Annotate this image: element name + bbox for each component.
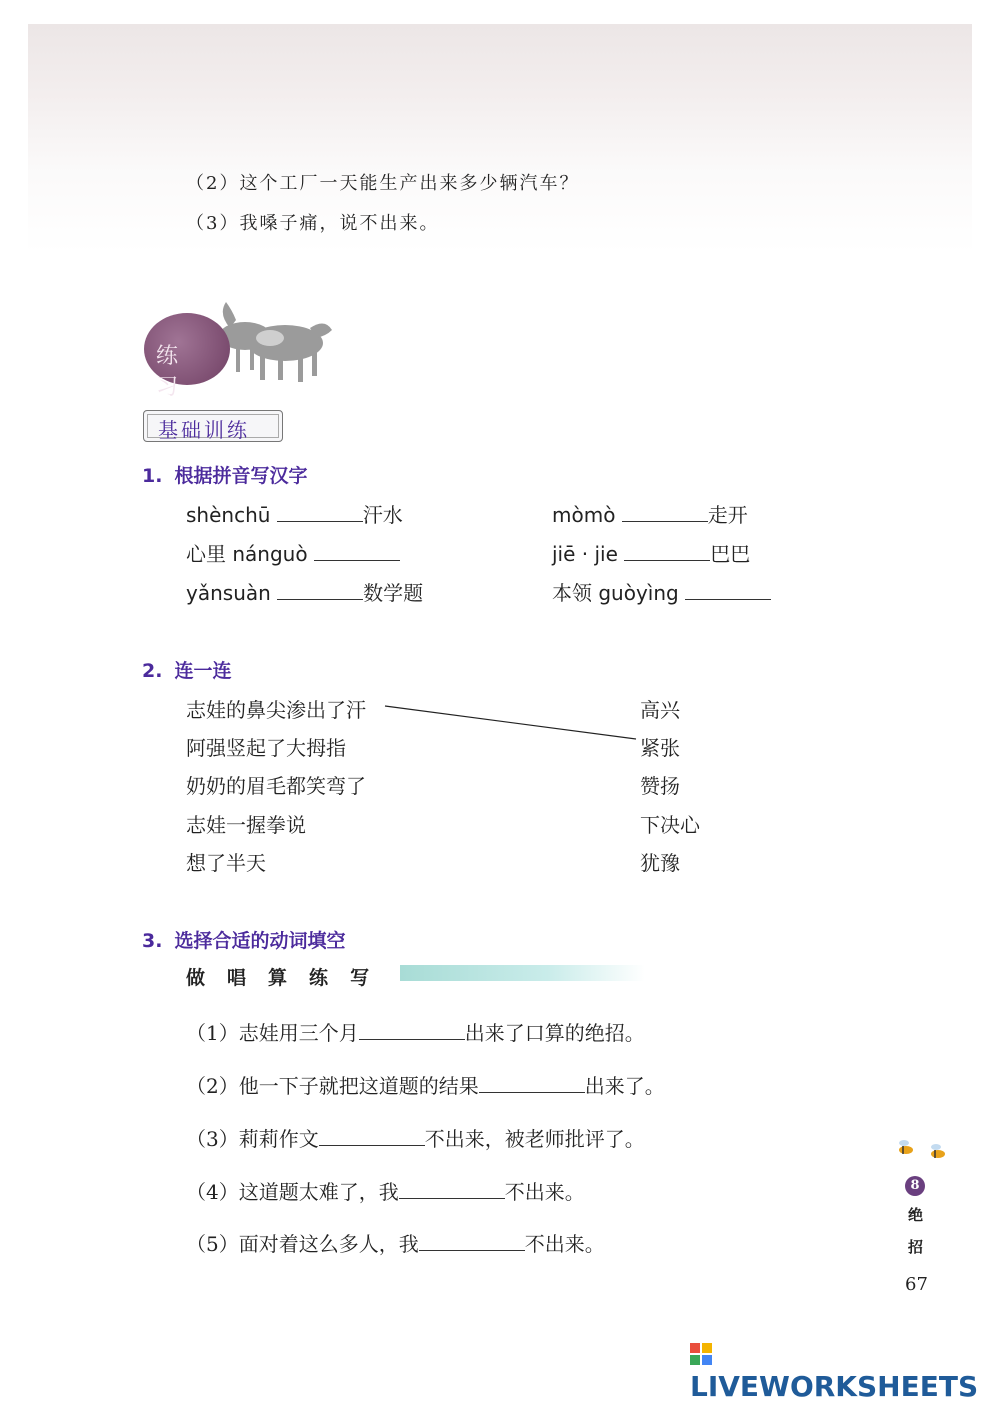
liveworksheets-logo[interactable] xyxy=(690,1337,1000,1403)
match-left-5[interactable]: 想了半天 xyxy=(186,851,266,875)
fill-sentence-2 xyxy=(186,1070,665,1099)
word-bank-item: 算 xyxy=(268,967,288,989)
example-match-line xyxy=(385,706,636,739)
question-2-title: 连一连 xyxy=(174,660,232,682)
lesson-title-char-2: 招 xyxy=(908,1238,924,1256)
q1-item-6-pinyin: 本领 guòyìng xyxy=(552,581,679,605)
sentence-1-before: 志娃用三个月 xyxy=(238,1021,359,1045)
q1-item-5-suffix: 数学题 xyxy=(363,581,424,605)
sentence-1-after: 出来了口算的绝招。 xyxy=(464,1021,645,1045)
section-badge-label: 练 习 xyxy=(156,344,189,400)
match-right-5[interactable]: 犹豫 xyxy=(640,851,680,875)
fill-sentence-4 xyxy=(186,1176,585,1205)
word-bank-item: 唱 xyxy=(227,967,247,989)
sentence-3-after: 不出来，被老师批评了。 xyxy=(424,1127,645,1151)
match-right-4[interactable]: 下决心 xyxy=(640,813,700,837)
sentence-4-blank[interactable] xyxy=(399,1180,505,1199)
match-left-1[interactable]: 志娃的鼻尖渗出了汗 xyxy=(186,698,366,722)
q1-item-5-pinyin: yǎnsuàn xyxy=(186,581,271,605)
q1-item-4-pinyin: jiē · jie xyxy=(552,542,618,566)
sentence-2-before: 他一下子就把这道题的结果 xyxy=(238,1074,479,1098)
fill-sentence-1 xyxy=(186,1017,645,1046)
sentence-1-label: （1） xyxy=(186,1021,239,1045)
q1-item-4-suffix: 巴巴 xyxy=(710,542,751,566)
intro-line-2: （2）这个工厂一天能生产出来多少辆汽车？ xyxy=(186,173,580,194)
sentence-4-label: （4） xyxy=(186,1180,239,1204)
sentence-3-blank[interactable] xyxy=(319,1127,425,1146)
intro-line-3: （3）我嗓子痛，说不出来。 xyxy=(186,213,440,234)
q1-item-3-pinyin: 心里 nánguò xyxy=(186,542,308,566)
match-right-3[interactable]: 赞扬 xyxy=(640,774,680,798)
match-left-3[interactable]: 奶奶的眉毛都笑弯了 xyxy=(186,774,366,798)
fill-sentence-3 xyxy=(186,1123,645,1152)
question-1-number: 1. xyxy=(142,465,163,487)
lesson-title-char-1: 绝 xyxy=(908,1206,924,1224)
liveworksheets-logo-text: LIVEWORKSHEETS xyxy=(690,1370,979,1403)
word-bank-item: 写 xyxy=(350,967,370,989)
question-3-heading xyxy=(142,926,345,953)
question-2-number: 2. xyxy=(142,660,163,682)
word-bank-item: 练 xyxy=(309,967,329,989)
bee-icon xyxy=(892,1134,956,1166)
q1-item-1-suffix: 汗水 xyxy=(362,503,403,527)
q1-item-1-pinyin: shènchū xyxy=(186,503,271,527)
sentence-5-blank[interactable] xyxy=(419,1232,525,1251)
sentence-4-before: 这道题太难了，我 xyxy=(238,1180,399,1204)
question-1-title: 根据拼音写汉字 xyxy=(174,465,308,487)
sentence-5-after: 不出来。 xyxy=(524,1232,605,1256)
word-bank-bar xyxy=(400,965,645,981)
word-bank-item: 做 xyxy=(186,967,206,989)
page-number: 67 xyxy=(905,1274,928,1295)
section-tag-label: 基础训练 xyxy=(158,418,250,442)
sentence-3-label: （3） xyxy=(186,1127,239,1151)
sentence-4-after: 不出来。 xyxy=(504,1180,585,1204)
match-left-4[interactable]: 志娃一握拳说 xyxy=(186,813,306,837)
sentence-2-after: 出来了。 xyxy=(584,1074,665,1098)
liveworksheets-logo-icon xyxy=(690,1343,712,1365)
match-left-2[interactable]: 阿强竖起了大拇指 xyxy=(186,736,346,760)
sentence-2-blank[interactable] xyxy=(479,1074,585,1093)
lesson-number-badge: 8 xyxy=(905,1176,925,1196)
sentence-1-blank[interactable] xyxy=(359,1021,465,1040)
word-bank xyxy=(186,963,369,990)
question-3-title: 选择合适的动词填空 xyxy=(174,930,346,952)
q1-item-2-pinyin: mòmò xyxy=(552,503,616,527)
sentence-2-label: （2） xyxy=(186,1074,239,1098)
match-right-1[interactable]: 高兴 xyxy=(640,698,680,722)
q1-item-2-suffix: 走开 xyxy=(707,503,748,527)
fill-sentence-5 xyxy=(186,1228,605,1257)
sentence-5-before: 面对着这么多人，我 xyxy=(238,1232,419,1256)
match-right-2[interactable]: 紧张 xyxy=(640,736,680,760)
sentence-5-label: （5） xyxy=(186,1232,239,1256)
question-3-number: 3. xyxy=(142,930,163,952)
sentence-3-before: 莉莉作文 xyxy=(238,1127,319,1151)
